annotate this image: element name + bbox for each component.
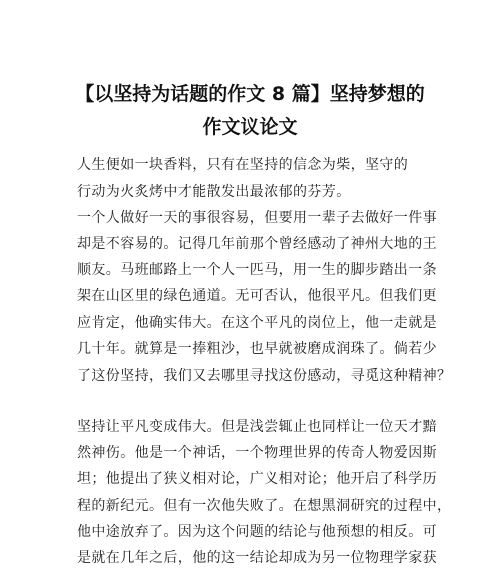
document-title-line-2: 作文议论文 [202, 116, 298, 138]
body-line: 几十年。就算是一捧粗沙，也早就被磨成润珠了。倘若少 [77, 341, 437, 357]
body-line: 坚持让平凡变成伟大。但是浅尝辄止也同样让一位天才黯 [77, 419, 437, 435]
body-line: 顺友。马班邮路上一个人一匹马，用一生的脚步踏出一条 [77, 262, 437, 278]
body-line: 他中途放弃了。因为这个问题的结论与他预想的相反。可 [77, 524, 437, 540]
body-line: 行动为火炙烤中才能散发出最浓郁的芬芳。 [77, 184, 351, 200]
body-line: 应肯定，他确实伟大。在这个平凡的岗位上，他一走就是 [77, 315, 437, 331]
body-line: 是就在几年之后，他的这一结论却成为另一位物理学家获 [77, 550, 437, 566]
body-line: 一个人做好一天的事很容易，但要用一辈子去做好一件事 [77, 210, 437, 226]
body-line: 了这份坚持，我们又去哪里寻找这份感动，寻觅这种精神？ [77, 368, 452, 384]
body-line: 然神伤。他是一个神话，一个物理世界的传奇人物爱因斯 [77, 445, 437, 461]
body-line: 程的新纪元。但有一次他失败了。在想黑洞研究的过程中， [77, 498, 452, 514]
document-title-line-1: 【以坚持为话题的作文 8 篇】坚持梦想的 [75, 83, 425, 105]
body-line: 坦；他提出了狭义相对论，广义相对论；他开启了科学历 [77, 471, 437, 487]
body-line: 却是不容易的。记得几年前那个曾经感动了神州大地的王 [77, 236, 437, 252]
body-line: 架在山区里的绿色通道。无可否认，他很平凡。但我们更 [77, 288, 437, 304]
body-line: 人生便如一块香料，只有在坚持的信念为柴，坚守的 [77, 157, 409, 173]
